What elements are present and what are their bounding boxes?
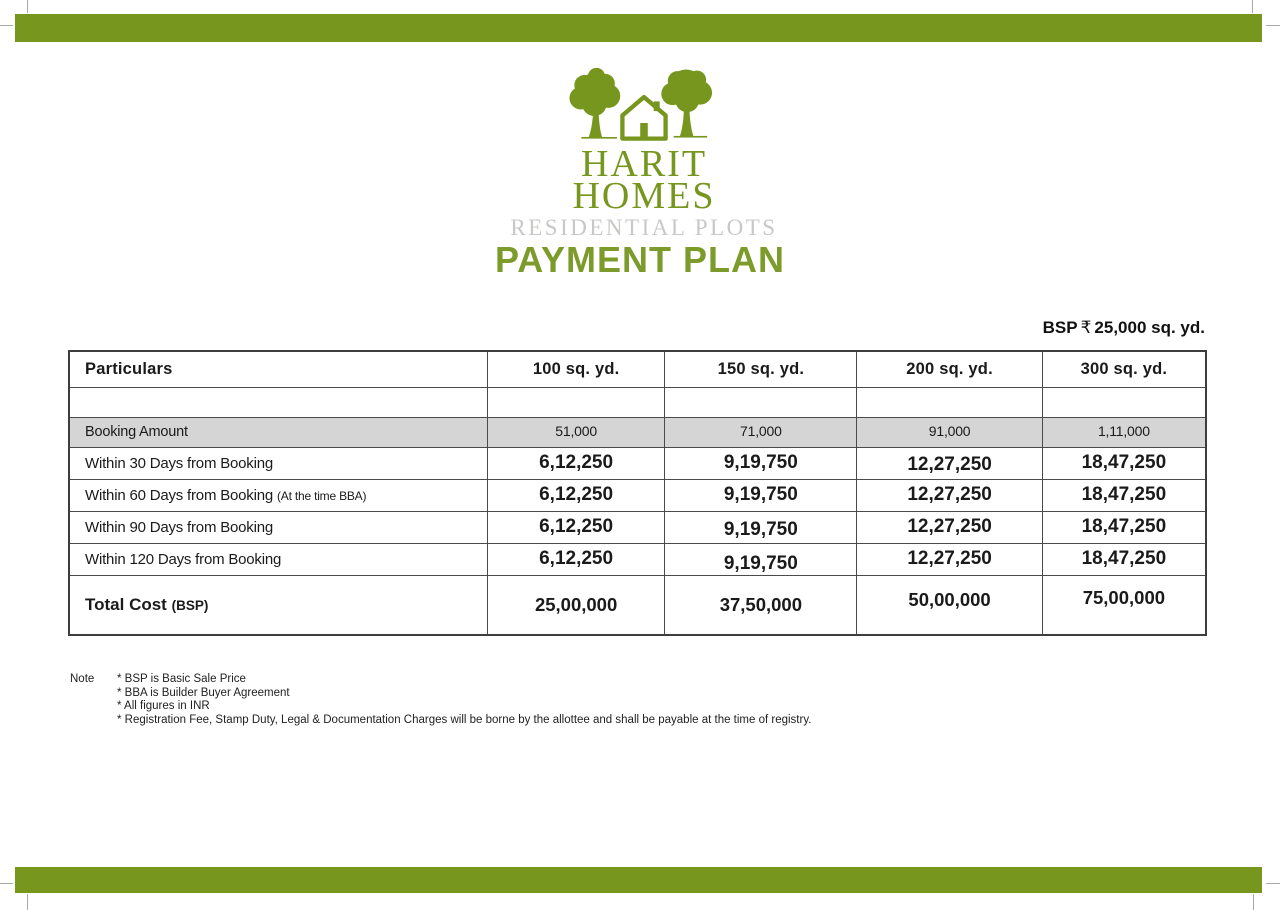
amount-value: 6,12,250 (539, 452, 614, 473)
amount-value: 1,11,000 (1097, 423, 1150, 439)
bsp-rate-line (1043, 318, 1205, 338)
amount-cell (1042, 447, 1206, 479)
amount-value: 12,27,250 (907, 484, 992, 505)
amount-cell (665, 543, 857, 575)
col-header-size-1: 100 sq. yd. (487, 351, 664, 387)
row-label-cell (69, 511, 487, 543)
row-label: Within 60 Days from Booking (85, 486, 274, 504)
crop-mark (0, 883, 13, 884)
table-header-row (69, 351, 1206, 387)
amount-value: 9,19,750 (723, 553, 798, 574)
amount-cell (487, 511, 664, 543)
rupee-symbol: ₹ (1080, 318, 1092, 337)
amount-cell (665, 479, 857, 511)
amount-cell (1042, 387, 1206, 417)
brand-name-line1: HARIT (580, 143, 708, 185)
row-label-cell (69, 543, 487, 575)
amount-cell (665, 575, 857, 635)
amount-value: 9,19,750 (723, 484, 798, 505)
bottom-green-band (15, 867, 1262, 893)
trees-house-icon (563, 58, 725, 148)
amount-cell (665, 417, 857, 447)
amount-cell (1042, 543, 1206, 575)
row-label-cell (69, 575, 487, 635)
amount-value: 9,19,750 (723, 452, 798, 473)
amount-cell (857, 387, 1042, 417)
crop-mark (1253, 894, 1254, 910)
amount-cell (857, 511, 1042, 543)
payment-table (68, 350, 1207, 636)
col-header-size-4: 300 sq. yd. (1042, 351, 1206, 387)
amount-value: 37,50,000 (719, 593, 802, 615)
note-item-4: * Registration Fee, Stamp Duty, Legal & Documentation Charges will be borne by the allottee and shall be payable at the time of registry. (117, 713, 812, 726)
crop-mark (27, 894, 28, 910)
amount-cell (487, 543, 664, 575)
amount-cell (857, 575, 1042, 635)
col-header-size-3: 200 sq. yd. (857, 351, 1042, 387)
crop-mark (1266, 25, 1280, 26)
amount-value: 18,47,250 (1081, 484, 1167, 505)
notes-label: Note (70, 673, 95, 685)
crop-mark (1252, 0, 1253, 13)
amount-cell (857, 543, 1042, 575)
col-header-particulars: Particulars (69, 351, 487, 387)
amount-value: 12,27,250 (907, 516, 992, 537)
page-title: PAYMENT PLAN (494, 239, 786, 280)
row-label-cell (69, 387, 487, 417)
bsp-label: BSP (1042, 318, 1078, 337)
table-row-booking (69, 417, 1206, 447)
top-green-band (15, 14, 1262, 42)
row-label: Total Cost (85, 594, 167, 614)
table-row-total (69, 575, 1206, 635)
amount-cell (1042, 417, 1206, 447)
row-label-cell (69, 479, 487, 511)
amount-value: 18,47,250 (1081, 548, 1167, 569)
amount-value: 51,000 (555, 423, 597, 439)
row-label: Within 90 Days from Booking (85, 518, 274, 536)
amount-value: 25,00,000 (534, 593, 618, 615)
amount-cell (487, 479, 664, 511)
bsp-value: 25,000 sq. yd. (1094, 318, 1205, 337)
amount-value: 75,00,000 (1082, 586, 1166, 608)
notes-block (70, 673, 811, 727)
col-header-size-2: 150 sq. yd. (665, 351, 857, 387)
amount-cell (857, 417, 1042, 447)
row-label-suffix: (At the time BBA) (276, 488, 367, 503)
amount-cell (665, 511, 857, 543)
amount-value: 6,12,250 (539, 516, 614, 537)
amount-value: 50,00,000 (908, 588, 991, 610)
note-item-3: * All figures in INR (117, 700, 210, 712)
table-row-w90 (69, 511, 1206, 543)
brand-logo (4, 58, 1280, 241)
row-label: Booking Amount (85, 424, 188, 440)
amount-value: 6,12,250 (539, 548, 614, 569)
crop-mark (1266, 883, 1280, 884)
amount-cell (487, 447, 664, 479)
crop-mark (27, 0, 28, 13)
amount-value: 9,19,750 (723, 519, 798, 540)
amount-value: 18,47,250 (1081, 516, 1167, 537)
amount-cell (1042, 575, 1206, 635)
row-label: Within 30 Days from Booking (85, 454, 274, 472)
amount-value: 12,27,250 (907, 548, 992, 569)
row-label: Within 120 Days from Booking (85, 550, 282, 568)
brand-name-line2: HOMES (572, 175, 716, 217)
brand-tagline: RESIDENTIAL PLOTS (510, 215, 778, 240)
crop-mark (0, 25, 13, 26)
table-row-w60 (69, 479, 1206, 511)
amount-cell (487, 575, 664, 635)
row-label-cell (69, 417, 487, 447)
amount-cell (665, 447, 857, 479)
amount-cell (1042, 479, 1206, 511)
note-item-1: * BSP is Basic Sale Price (117, 673, 246, 685)
amount-cell (487, 387, 664, 417)
amount-value: 71,000 (740, 423, 782, 439)
table-row-empty (69, 387, 1206, 417)
amount-cell (665, 387, 857, 417)
table-row-w120 (69, 543, 1206, 575)
row-label-suffix: (BSP) (171, 597, 209, 613)
amount-cell (1042, 511, 1206, 543)
notes-list (117, 673, 811, 727)
row-label-cell (69, 447, 487, 479)
amount-value: 6,12,250 (539, 484, 614, 505)
amount-cell (487, 417, 664, 447)
amount-value: 91,000 (928, 423, 971, 439)
note-item-2: * BBA is Builder Buyer Agreement (117, 686, 290, 699)
amount-cell (857, 447, 1042, 479)
amount-value: 12,27,250 (907, 454, 992, 475)
amount-cell (857, 479, 1042, 511)
amount-value: 18,47,250 (1081, 452, 1167, 473)
table-row-w30 (69, 447, 1206, 479)
